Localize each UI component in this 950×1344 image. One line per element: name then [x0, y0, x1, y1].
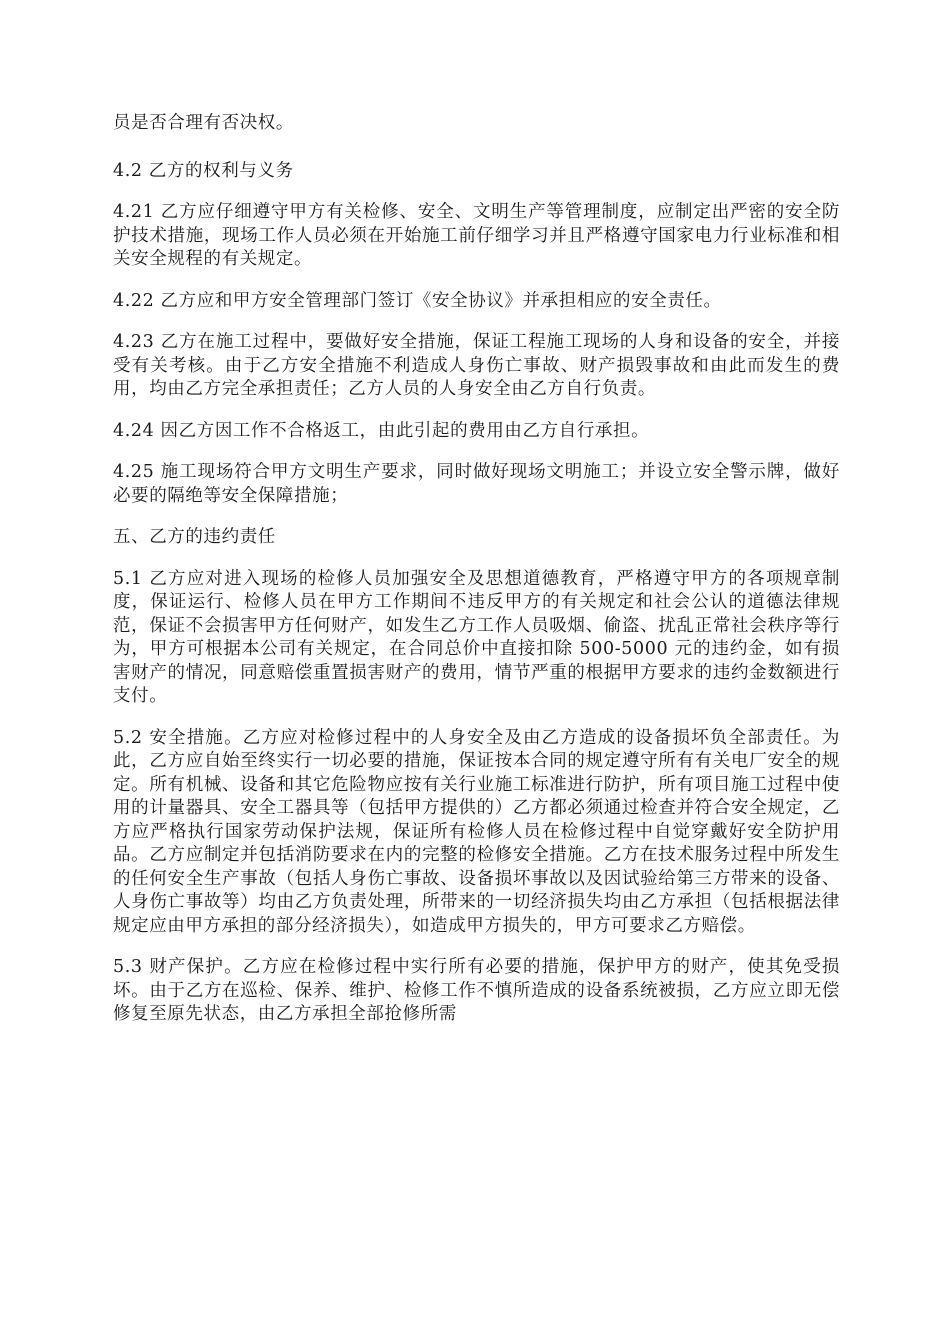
paragraph-continuation: 员是否合理有否决权。	[113, 113, 294, 133]
section-heading-5: 五、乙方的违约责任	[113, 527, 276, 547]
clause-4-22: 4.22 乙方应和甲方安全管理部门签订《安全协议》并承担相应的安全责任。	[113, 290, 722, 311]
clause-5-3: 5.3 财产保护。乙方应在检修过程中实行所有必要的措施，保护甲方的财产，使其免受损坏。由于乙方在巡检、保养、维护、检修工作不慎所造成的设备系统被损，乙方应立即无偿修复至原先状态，由乙方承担全部抢修所需	[113, 957, 840, 1024]
clause-4-23: 4.23 乙方在施工过程中，要做好安全措施，保证工程施工现场的人身和设备的安全，并接受有关考核。由于乙方安全措施不利造成人身伤亡事故、财产损毁事故和由此而发生的费用，均由乙方完全承担责任；乙方人员的人身安全由乙方自行负责。	[113, 332, 840, 399]
clause-5-2: 5.2 安全措施。乙方应对检修过程中的人身安全及由乙方造成的设备损坏负全部责任。为此，乙方应自始至终实行一切必要的措施，保证按本合同的规定遵守所有有关电厂安全的规定。所有机械、设备和其它危险物应按有关行业施工标准进行防护，所有项目施工过程中使用的计量器具、安全工器具等（包括甲方提供的）乙方都必须通过检查并符合安全规定，乙方应严格执行国家劳动保护法规，保证所有检修人员在检修过程中自觉穿戴好安全防护用品。乙方应制定并包括消防要求在内的完整的检修安全措施。乙方在技术服务过程中所发生的任何安全生产事故（包括人身伤亡事故、设备损坏事故以及因试验给第三方带来的设备、人身伤亡事故等）均由乙方负责处理，所带来的一切经济损失均由乙方承担（包括根据法律规定应由甲方承担的部分经济损失），如造成甲方损失的，甲方可要求乙方赔偿。	[113, 727, 840, 936]
clause-4-24: 4.24 因乙方因工作不合格返工，由此引起的费用由乙方自行承担。	[113, 420, 650, 441]
clause-4-21: 4.21 乙方应仔细遵守甲方有关检修、安全、文明生产等管理制度，应制定出严密的安全防护技术措施，现场工作人员必须在开始施工前仔细学习并且严格遵守国家电力行业标准和相关安全规程的有关规定。	[113, 202, 840, 269]
section-heading-4-2: 4.2 乙方的权利与义务	[113, 160, 294, 181]
clause-4-25: 4.25 施工现场符合甲方文明生产要求，同时做好现场文明施工；并设立安全警示牌，做好必要的隔绝等安全保障措施；	[113, 462, 840, 506]
clause-5-1: 5.1 乙方应对进入现场的检修人员加强安全及思想道德教育，严格遵守甲方的各项规章制度，保证运行、检修人员在甲方工作期间不违反甲方的有关规定和社会公认的道德法律规范，保证不会损害甲方任何财产，如发生乙方工作人员吸烟、偷盗、扰乱正常社会秩序等行为，甲方可根据本公司有关规定，在合同总价中直接扣除 500-5000 元的违约金，如有损害财产的情况，同意赔偿重置损害财产的费用，情节严重的根据甲方要求的违约金数额进行支付。	[113, 568, 840, 706]
